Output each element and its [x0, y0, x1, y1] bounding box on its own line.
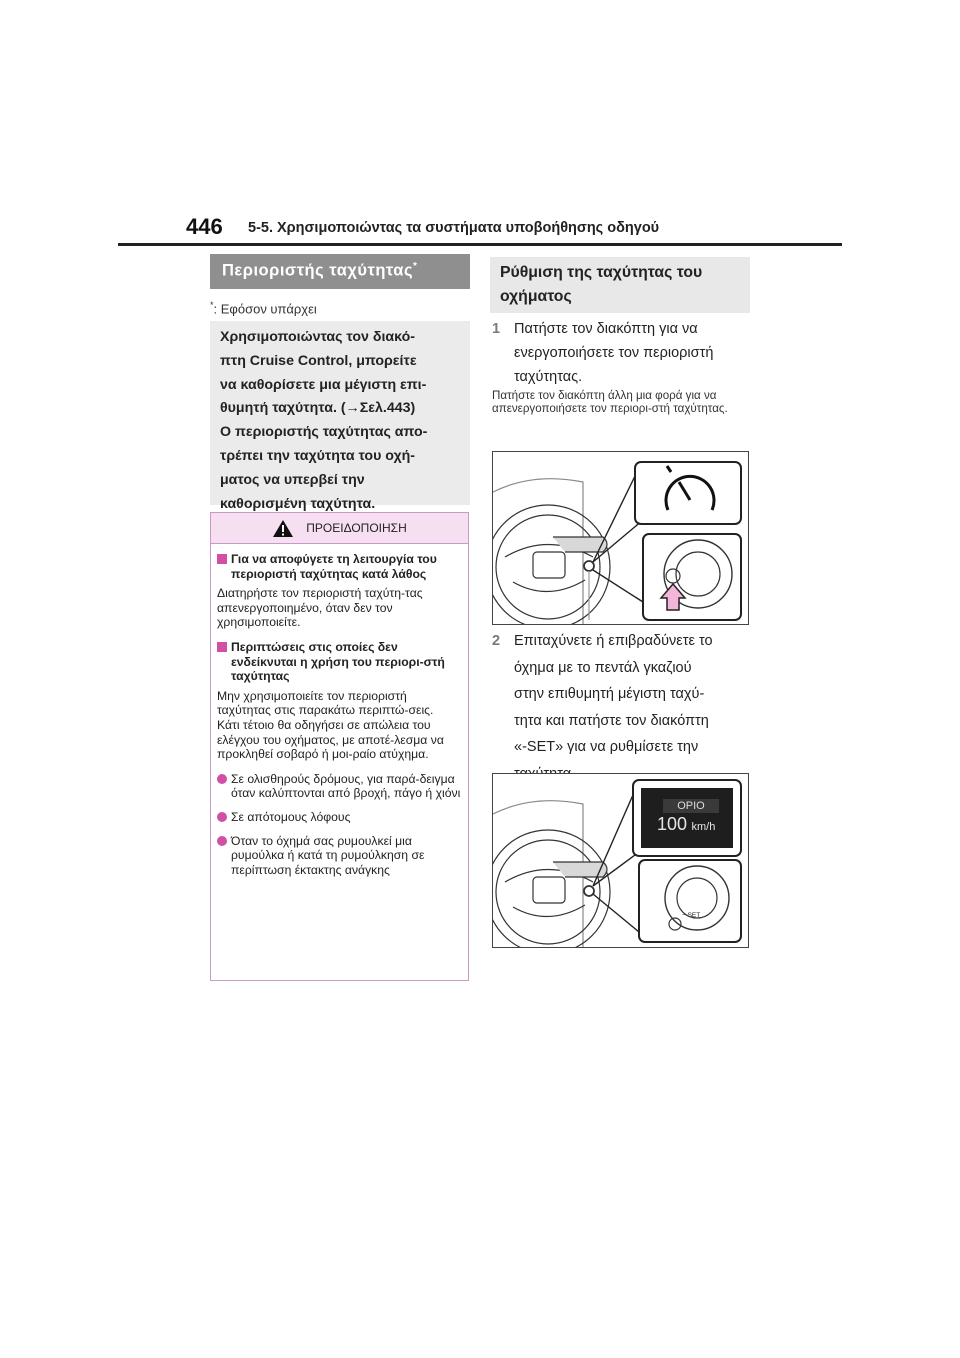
- warning-text-2b: Κάτι τέτοιο θα οδηγήσει σε απώλεια του ελέγχου του οχήματος, με αποτέ-λεσμα να προκληθεί σοβαρό ή μοι-ραίο ατύχημα.: [217, 717, 444, 762]
- intro-line: Ο περιοριστής ταχύτητας απο-: [220, 424, 428, 441]
- section-title: Περιοριστής ταχύτητας: [222, 261, 414, 280]
- square-bullet-icon: [217, 642, 227, 652]
- warning-bullet-text: Σε απότομους λόφους: [231, 809, 351, 824]
- warning-bullet: [217, 772, 462, 801]
- intro-line: Χρησιμοποιώντας τον διακό-: [220, 329, 415, 345]
- display-unit: km/h: [691, 821, 716, 833]
- warning-text-2: [217, 689, 462, 762]
- display-speed: 100: [657, 814, 688, 834]
- intro-line: καθορισμένη ταχύτητα.: [220, 495, 376, 512]
- right-section-title-bar: [490, 257, 750, 313]
- step-1: [492, 318, 752, 389]
- step-line: τητα και πατήστε τον διακόπτη: [514, 712, 709, 729]
- intro-box: [210, 321, 470, 512]
- footnote-text: : Εφόσον υπάρχει: [213, 301, 317, 317]
- footnote: [210, 300, 317, 316]
- warning-bullet-text: Σε ολισθηρούς δρόμους, για παρά-δειγμα όταν καλύπτονται από βροχή, πάγο ή χιόνι: [231, 771, 461, 801]
- display-speed-readout: [657, 814, 715, 835]
- step-line: όχημα με το πεντάλ γκαζιού: [514, 659, 692, 676]
- intro-line: να καθορίσετε μια μέγιστη επι-: [220, 376, 427, 393]
- intro-line: ματος να υπερβεί την: [220, 471, 365, 488]
- right-section-title-line: οχήματος: [500, 288, 572, 305]
- warning-box: [210, 512, 469, 981]
- steering-wheel-illustration: [493, 452, 748, 624]
- warning-bullet: [217, 834, 462, 878]
- dot-bullet-icon: [217, 812, 227, 822]
- right-section-title-line: Ρύθμιση της ταχύτητας του: [500, 264, 703, 281]
- step-line: ταχύτητας.: [514, 368, 583, 385]
- dot-bullet-icon: [217, 774, 227, 784]
- intro-line[interactable]: θυμητή ταχύτητα. (→Σελ.443): [220, 400, 416, 417]
- step-number: 2: [492, 633, 501, 649]
- warning-heading-text: Για να αποφύγετε τη λειτουργία του περιοριστή ταχύτητας κατά λάθος: [231, 552, 437, 581]
- step-line: ενεργοποιήσετε τον περιοριστή: [514, 344, 714, 361]
- step-2: [492, 630, 752, 787]
- step-1-note: Πατήστε τον διακόπτη άλλη μια φορά για να απενεργοποιήσετε τον περιορι-στή ταχύτητας.: [492, 389, 728, 416]
- step-line: στην επιθυμητή μέγιστη ταχύ-: [514, 686, 705, 703]
- warning-text-1: Διατηρήστε τον περιοριστή ταχύτη-τας απενεργοποιημένο, όταν δεν τον χρησιμοποιείτε.: [217, 586, 423, 630]
- warning-heading-2: [217, 640, 462, 684]
- chapter-title: 5-5. Χρησιμοποιώντας τα συστήματα υποβοήθησης οδηγού: [248, 220, 660, 236]
- section-title-bar: [210, 254, 470, 289]
- page-number: 446: [186, 214, 223, 239]
- warning-title: ΠΡΟΕΙΔΟΠΟΙΗΣΗ: [306, 521, 407, 535]
- step-line: Πατήστε τον διακόπτη για να: [514, 321, 698, 337]
- section-title-mark: *: [413, 261, 418, 272]
- header-rule: [118, 243, 842, 246]
- warning-heading-text: Περιπτώσεις στις οποίες δεν ενδείκνυται η χρήση του περιορι-στή ταχύτητας: [231, 639, 445, 684]
- intro-line: τρέπει την ταχύτητα του οχή-: [220, 447, 416, 464]
- warning-header: [211, 513, 468, 544]
- warning-text-2a: Μην χρησιμοποιείτε τον περιοριστή ταχύτητας στις παρακάτω περιπτώ-σεις.: [217, 688, 434, 718]
- warning-bullet-text: Όταν το όχημά σας ρυμουλκεί μια ρυμούλκα ή κατά τη ρυμούλκηση σε περίπτωση έκτακτης ανάγκης: [231, 833, 425, 877]
- figure-set-speed: [492, 773, 749, 948]
- footnote-mark: *: [210, 300, 214, 310]
- square-bullet-icon: [217, 554, 227, 564]
- display-label: OPIO: [663, 799, 719, 813]
- step-line: «-SET» για να ρυθμίσετε την: [514, 739, 699, 756]
- warning-heading-1: [217, 552, 462, 581]
- warning-bullet: [217, 810, 462, 825]
- speed-limiter-icon-box: [635, 462, 741, 524]
- step-line: Επιταχύνετε ή επιβραδύνετε το: [514, 633, 713, 649]
- warning-body: [211, 544, 468, 877]
- figure-steering-switch: [492, 451, 749, 625]
- step-number: 1: [492, 321, 501, 337]
- set-button-label: − SET: [682, 912, 701, 919]
- warning-triangle-icon: [272, 519, 294, 538]
- dot-bullet-icon: [217, 836, 227, 846]
- intro-line: πτη Cruise Control, μπορείτε: [220, 352, 417, 369]
